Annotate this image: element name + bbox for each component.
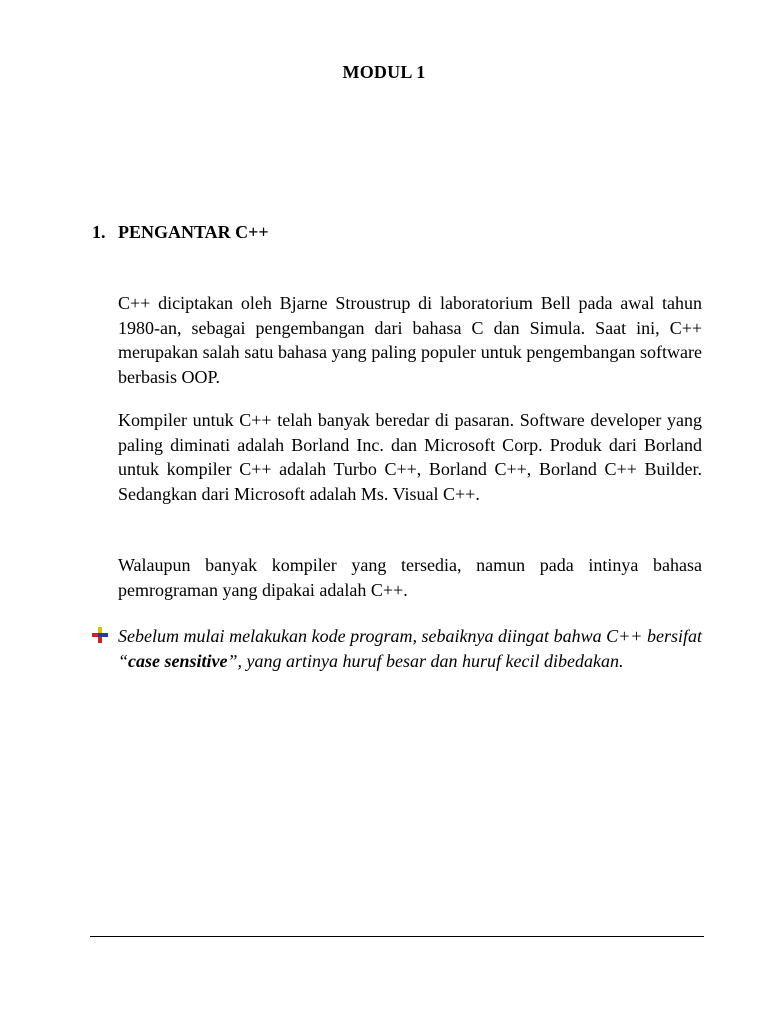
section-title: PENGANTAR C++ <box>118 222 269 242</box>
paragraph-language: Walaupun banyak kompiler yang tersedia, namun pada intinya bahasa pemrograman yang dipakai adalah C++. <box>118 555 702 600</box>
section-heading <box>92 222 269 243</box>
paragraph-compilers: Kompiler untuk C++ telah banyak beredar di pasaran. Software developer yang paling diminati adalah Borland Inc. dan Microsoft Corp. Produk dari Borland untuk kompiler C++ adalah Turbo C++, Borland C++, Borland C++ Builder. Sedangkan dari Microsoft adalah Ms. Visual C++. <box>118 410 702 504</box>
note-text-after: ”, yang artinya huruf besar dan huruf kecil dibedakan. <box>227 650 624 671</box>
module-title: MODUL 1 <box>342 62 426 82</box>
note-text-before: Sebelum mulai melakukan kode program, sebaiknya diingat bahwa C++ bersifat “ <box>118 626 702 671</box>
section-number: 1. <box>92 222 106 242</box>
note-case-sensitive <box>118 624 702 673</box>
paragraph-intro: C++ diciptakan oleh Bjarne Stroustrup di laboratorium Bell pada awal tahun 1980-an, sebagai pengembangan dari bahasa C dan Simula. Saat ini, C++ merupakan salah satu bahasa yang paling populer untuk pengembangan software berbasis OOP. <box>118 293 702 387</box>
footer-rule <box>90 936 704 937</box>
note-bold-term: case sensitive <box>128 650 228 671</box>
bullet-cross-icon <box>92 627 108 643</box>
